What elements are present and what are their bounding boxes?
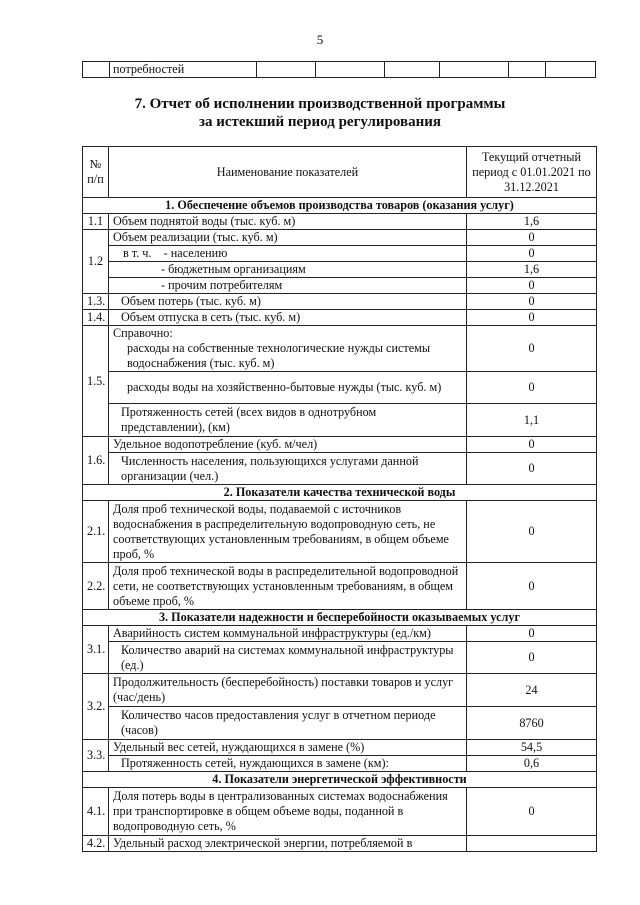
row-name: Протяженность сетей (всех видов в однотрубном представлении), (км) bbox=[109, 404, 467, 437]
row-name: Протяженность сетей, нуждающихся в замене (км): bbox=[109, 756, 467, 772]
table-row bbox=[83, 214, 597, 230]
table-row bbox=[83, 294, 597, 310]
table-row bbox=[83, 642, 597, 674]
row-value: 0 bbox=[467, 230, 597, 246]
row-num: 3.1. bbox=[83, 626, 109, 674]
table-row bbox=[83, 707, 597, 740]
row-value: 0 bbox=[467, 310, 597, 326]
row-name: Доля проб технической воды в распределительной водопроводной сети, не соответствующих установленным требованиям, в общем объеме проб, % bbox=[109, 563, 467, 610]
row-name: Объем потерь (тыс. куб. м) bbox=[109, 294, 467, 310]
row-value: 0 bbox=[467, 501, 597, 563]
section-2-title: 2. Показатели качества технической воды bbox=[83, 485, 597, 501]
row-value: 0 bbox=[467, 453, 597, 485]
table-row bbox=[83, 372, 597, 404]
section-row bbox=[83, 772, 597, 788]
row-name: расходы воды на хозяйственно-бытовые нужды (тыс. куб. м) bbox=[109, 372, 467, 404]
cell-empty bbox=[385, 62, 440, 78]
row-value: 0 bbox=[467, 246, 597, 262]
title-line-1: 7. Отчет об исполнении производственной программы bbox=[134, 96, 506, 112]
row-name: Удельный расход электрической энергии, потребляемой в bbox=[109, 836, 467, 852]
table-row bbox=[83, 437, 597, 453]
table-row bbox=[83, 246, 597, 262]
row-num: 4.1. bbox=[83, 788, 109, 836]
cell-empty bbox=[257, 62, 316, 78]
row-value: 0 bbox=[467, 326, 597, 372]
row-name: Доля потерь воды в централизованных системах водоснабжения при транспортировке в общем объеме воды, поданной в водопроводную сеть, % bbox=[109, 788, 467, 836]
row-value: 0 bbox=[467, 563, 597, 610]
table-row bbox=[83, 674, 597, 707]
section-1-title: 1. Обеспечение объемов производства товаров (оказания услуг) bbox=[83, 198, 597, 214]
row-value: 0 bbox=[467, 294, 597, 310]
row-name: - бюджетным организациям bbox=[109, 262, 467, 278]
cell-empty bbox=[509, 62, 546, 78]
table-row bbox=[83, 230, 597, 246]
section-row bbox=[83, 610, 597, 626]
row-name: Доля проб технической воды, подаваемой с источников водоснабжения в распределительную водопроводную сеть, не соответствующих установленным требованиям, в общем объеме проб, % bbox=[109, 501, 467, 563]
row-value: 0 bbox=[467, 278, 597, 294]
page-number: 5 bbox=[316, 32, 324, 47]
row-name: Удельный вес сетей, нуждающихся в замене (%) bbox=[109, 740, 467, 756]
cell-text: потребностей bbox=[110, 62, 257, 78]
row-name: Количество часов предоставления услуг в отчетном периоде (часов) bbox=[109, 707, 467, 740]
title-line-2: за истекший период регулирования bbox=[198, 114, 442, 130]
section-row bbox=[83, 198, 597, 214]
row-name: Аварийность систем коммунальной инфраструктуры (ед./км) bbox=[109, 626, 467, 642]
row-value: 0 bbox=[467, 626, 597, 642]
header-name: Наименование показателей bbox=[109, 147, 467, 198]
table-row bbox=[83, 310, 597, 326]
row-value: 0 bbox=[467, 437, 597, 453]
table-row bbox=[83, 788, 597, 836]
row-name: Объем реализации (тыс. куб. м) bbox=[109, 230, 467, 246]
cell-empty bbox=[83, 62, 110, 78]
row-num: 1.1 bbox=[83, 214, 109, 230]
table-row bbox=[83, 563, 597, 610]
table-row bbox=[83, 278, 597, 294]
header-num: № п/п bbox=[83, 147, 109, 198]
row-name: в т. ч. - населению bbox=[109, 246, 467, 262]
table-row bbox=[83, 626, 597, 642]
row-value bbox=[467, 836, 597, 852]
table-row bbox=[83, 501, 597, 563]
row-name: Объем отпуска в сеть (тыс. куб. м) bbox=[109, 310, 467, 326]
section-3-title: 3. Показатели надежности и бесперебойности оказываемых услуг bbox=[83, 610, 597, 626]
row-value: 0 bbox=[467, 642, 597, 674]
table-row bbox=[83, 740, 597, 756]
table-row bbox=[83, 404, 597, 437]
row-name: Численность населения, пользующихся услугами данной организации (чел.) bbox=[109, 453, 467, 485]
table-row bbox=[83, 326, 597, 372]
section-title bbox=[0, 95, 640, 131]
row-num: 2.1. bbox=[83, 501, 109, 563]
section-4-title: 4. Показатели энергетической эффективности bbox=[83, 772, 597, 788]
row-value: 1,6 bbox=[467, 214, 597, 230]
row-value: 0,6 bbox=[467, 756, 597, 772]
row-num: 3.3. bbox=[83, 740, 109, 772]
row-num: 4.2. bbox=[83, 836, 109, 852]
row-value: 0 bbox=[467, 372, 597, 404]
continued-table-row bbox=[82, 61, 596, 78]
cell-empty bbox=[440, 62, 509, 78]
report-table bbox=[82, 146, 597, 852]
header-period: Текущий отчетный период с 01.01.2021 по 31.12.2021 bbox=[467, 147, 597, 198]
row-num: 1.3. bbox=[83, 294, 109, 310]
row-value: 8760 bbox=[467, 707, 597, 740]
table-row bbox=[83, 836, 597, 852]
row-num: 2.2. bbox=[83, 563, 109, 610]
table-row bbox=[83, 756, 597, 772]
row-num: 1.2 bbox=[83, 230, 109, 294]
row-value: 1,6 bbox=[467, 262, 597, 278]
table-row bbox=[83, 262, 597, 278]
cell-empty bbox=[316, 62, 385, 78]
reference-detail: расходы на собственные технологические нужды системы водоснабжения (тыс. куб. м) bbox=[127, 341, 431, 370]
row-value: 0 bbox=[467, 788, 597, 836]
table-header bbox=[83, 147, 597, 198]
row-name: Объем поднятой воды (тыс. куб. м) bbox=[109, 214, 467, 230]
row-num: 1.6. bbox=[83, 437, 109, 485]
row-name: Удельное водопотребление (куб. м/чел) bbox=[109, 437, 467, 453]
row-num: 1.5. bbox=[83, 326, 109, 437]
row-name: - прочим потребителям bbox=[109, 278, 467, 294]
row-name bbox=[109, 326, 467, 372]
row-value: 54,5 bbox=[467, 740, 597, 756]
row-value: 1,1 bbox=[467, 404, 597, 437]
reference-label: Справочно: bbox=[113, 326, 173, 340]
row-num: 1.4. bbox=[83, 310, 109, 326]
cell-empty bbox=[546, 62, 596, 78]
row-value: 24 bbox=[467, 674, 597, 707]
row-num: 3.2. bbox=[83, 674, 109, 740]
row-name: Количество аварий на системах коммунальной инфраструктуры (ед.) bbox=[109, 642, 467, 674]
section-row bbox=[83, 485, 597, 501]
row-name: Продолжительность (бесперебойность) поставки товаров и услуг (час/день) bbox=[109, 674, 467, 707]
table-row bbox=[83, 453, 597, 485]
